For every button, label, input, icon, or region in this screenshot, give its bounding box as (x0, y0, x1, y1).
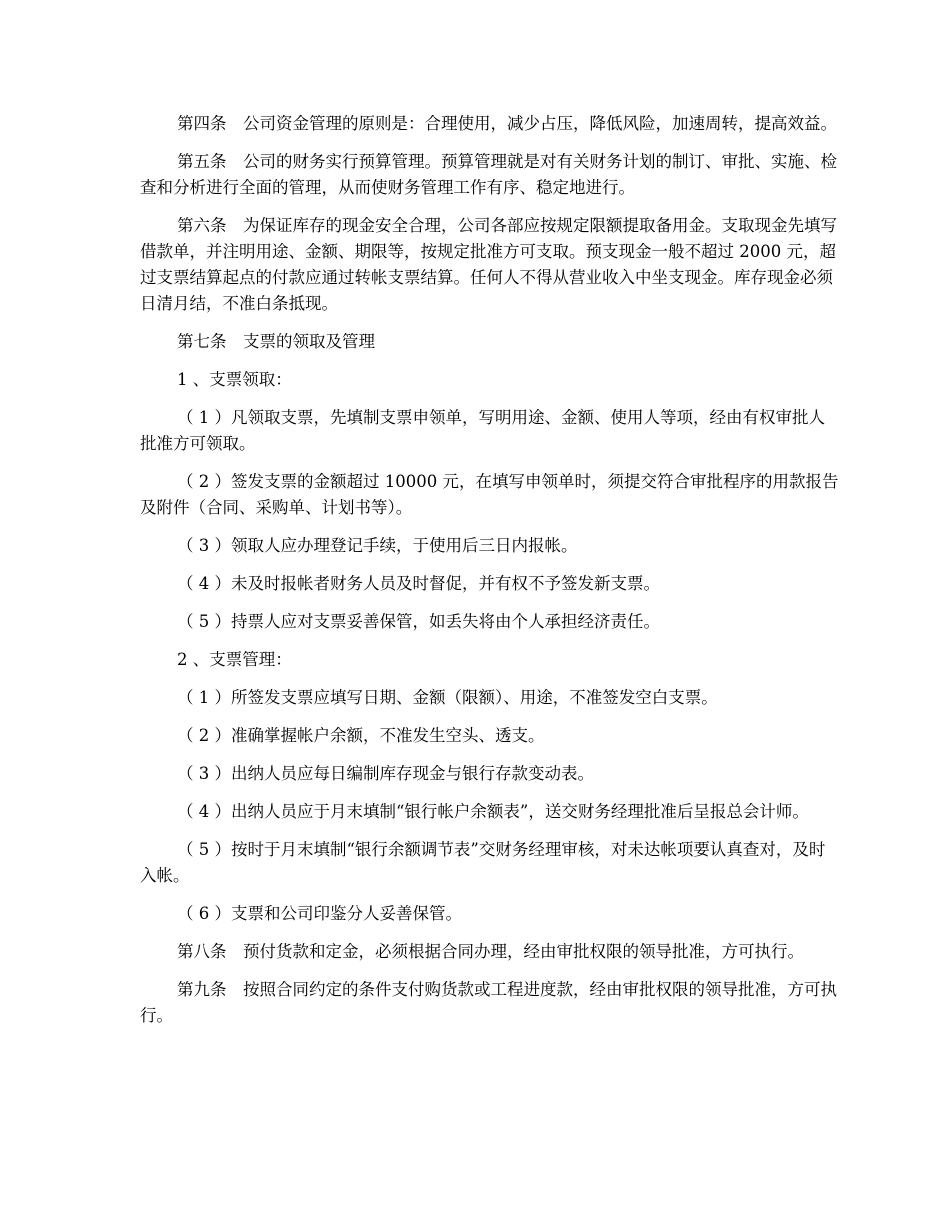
section-2-item-3: （ 3 ）出纳人员应每日编制库存现金与银行存款变动表。 (177, 764, 594, 783)
section-1-item-1: （ 1 ）凡领取支票，先填制支票申领单，写明用途、金额、使用人等项，经由有权审批人批准方可领取。 (140, 408, 825, 453)
section-2-item-4: （ 4 ）出纳人员应于月末填制“银行帐户余额表”，送交财务经理批准后呈报总会计师。 (177, 802, 809, 821)
article-9-paragraph: 第九条 按照合同约定的条件支付购货款或工程进度款，经由审批权限的领导批准，方可执行。 (140, 980, 837, 1025)
article-6-paragraph: 第六条 为保证库存的现金安全合理，公司各部应按规定限额提取备用金。支取现金先填写借款单，并注明用途、金额、期限等，按规定批准方可支取。预支现金一般不超过 2000 元，超过支票结算起点的付款应通过转帐支票结算。任何人不得从营业收入中坐支现金。库存现金必须日清月结，不准白条抵现。 (140, 216, 837, 313)
article-7-heading: 第七条 支票的领取及管理 (177, 332, 375, 351)
section-1-item-3: （ 3 ）领取人应办理登记手续，于使用后三日内报帐。 (177, 536, 578, 555)
section-2-item-2: （ 2 ）准确掌握帐户余额，不准发生空头、透支。 (177, 726, 545, 745)
section-2-item-5: （ 5 ）按时于月末填制“银行余额调节表”交财务经理审核，对未达帐项要认真查对，及时入帐。 (140, 840, 826, 885)
section-1-heading: 1 、支票领取： (177, 370, 292, 389)
article-5-paragraph: 第五条 公司的财务实行预算管理。预算管理就是对有关财务计划的制订、审批、实施、检查和分析进行全面的管理，从而使财务管理工作有序、稳定地进行。 (140, 152, 837, 197)
section-2-item-1: （ 1 ）所签发支票应填写日期、金额（限额）、用途，不准签发空白支票。 (177, 688, 718, 707)
document-page (140, 111, 840, 1041)
article-8-paragraph: 第八条 预付货款和定金，必须根据合同办理，经由审批权限的领导批准，方可执行。 (177, 942, 804, 961)
section-1-item-5: （ 5 ）持票人应对支票妥善保管，如丢失将由个人承担经济责任。 (177, 612, 660, 631)
section-1-item-2: （ 2 ）签发支票的金额超过 10000 元，在填写申领单时，须提交符合审批程序的用款报告及附件（合同、采购单、计划书等）。 (140, 472, 839, 517)
article-4-paragraph: 第四条 公司资金管理的原则是：合理使用，减少占压，降低风险，加速周转，提高效益。 (177, 114, 837, 133)
section-2-heading: 2 、支票管理： (177, 650, 292, 669)
section-1-item-4: （ 4 ）未及时报帐者财务人员及时督促，并有权不予签发新支票。 (177, 574, 660, 593)
section-2-item-6: （ 6 ）支票和公司印鉴分人妥善保管。 (177, 904, 462, 923)
